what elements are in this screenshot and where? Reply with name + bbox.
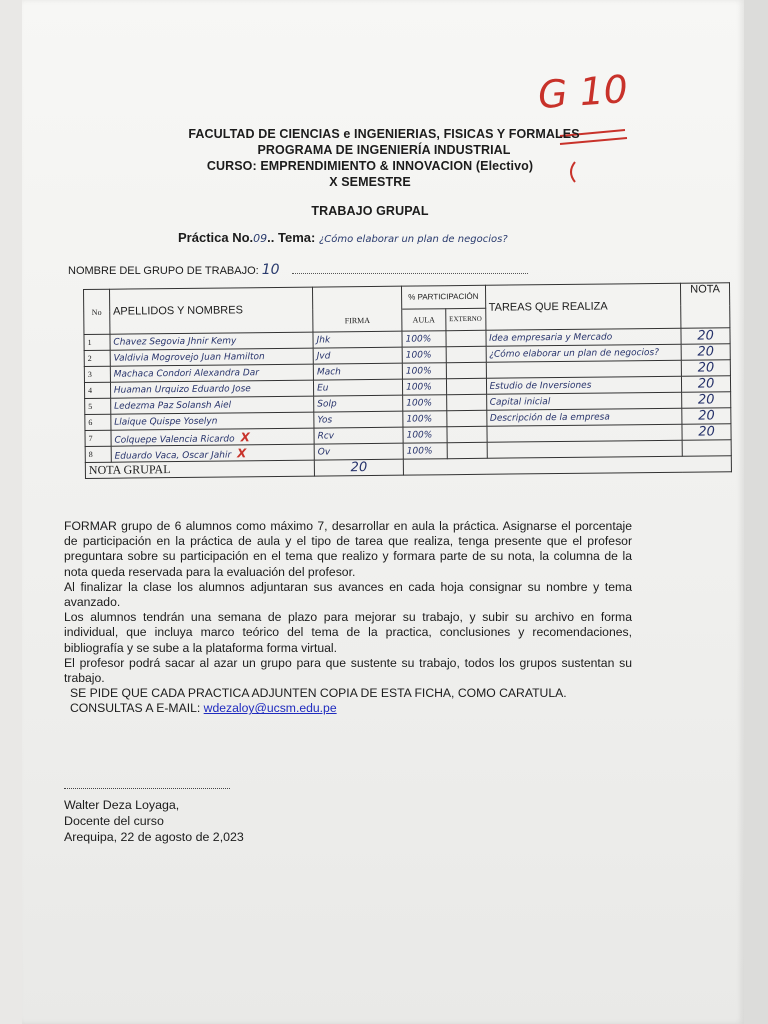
nota-grupal-label: NOTA GRUPAL	[85, 460, 314, 478]
row-firma: Rcv	[314, 427, 403, 444]
row-nota: 20	[682, 408, 731, 425]
row-name: Huaman Urquizo Eduardo Jose	[110, 380, 313, 398]
col-tareas: TAREAS QUE REALIZA	[485, 283, 681, 330]
grade-mark: G 10	[536, 66, 630, 118]
instruction-4: El profesor podrá sacar al azar un grupo para que sustente su trabajo, todos los grupos sustentan su trabajo.	[64, 655, 632, 686]
row-aula: 100%	[402, 363, 446, 379]
row-name: Llaique Quispe Yoselyn	[111, 412, 314, 430]
row-aula: 100%	[403, 395, 447, 411]
nota-grupal-blank	[403, 456, 731, 475]
signature-name: Walter Deza Loyaga,	[64, 798, 180, 812]
row-name: Valdivia Mogrovejo Juan Hamilton	[110, 348, 313, 366]
col-no: No	[84, 289, 110, 334]
tema-value: ¿Cómo elaborar un plan de negocios?	[318, 234, 508, 245]
consultas-label: CONSULTAS A E-MAIL:	[70, 701, 201, 716]
row-number: 2	[84, 350, 110, 366]
row-name-text: Eduardo Vaca, Oscar Jahir	[114, 449, 232, 462]
col-participacion: % PARTICIPACIÓN	[402, 285, 486, 308]
instruction-3: Los alumnos tendrán una semana de plazo para mejorar su trabajo, y subir su archivo en forma individual, que incluya marco teórico del tema de la practica, conclusiones y recomendaciones, bibliografía y se sube a la plataforma forma virtual.	[64, 610, 632, 655]
page-title: TRABAJO GRUPAL	[311, 204, 429, 218]
instruction-2: Al finalizar la clase los alumnos adjuntaran sus avances en cada hoja consignar su nombre y tema avanzado.	[64, 579, 632, 610]
col-nota: NOTA	[681, 283, 730, 329]
row-externo	[446, 346, 486, 362]
row-firma: Solp	[314, 395, 403, 412]
row-tarea: Idea empresaria y Mercado	[485, 328, 681, 346]
row-number: 1	[84, 334, 110, 350]
header-semester: X SEMESTRE	[329, 175, 411, 189]
practica-value: 09	[253, 232, 268, 245]
row-x-mark: X	[240, 429, 250, 444]
group-table	[83, 282, 732, 479]
row-number: 5	[85, 398, 111, 414]
signature-block	[64, 784, 244, 845]
row-firma: Yos	[314, 411, 403, 428]
instructions-block	[64, 519, 632, 717]
row-nota: 20	[682, 424, 731, 441]
row-x-mark: X	[237, 445, 247, 460]
row-externo	[447, 426, 487, 442]
col-firma: FIRMA	[313, 309, 402, 332]
row-nota: 20	[681, 360, 730, 377]
grupo-dotted-line	[292, 273, 528, 274]
signature-line	[64, 784, 230, 789]
row-name: Ledezma Paz Solansh Aiel	[110, 396, 313, 414]
row-aula: 100%	[402, 331, 446, 347]
row-name-text: Colquepe Valencia Ricardo	[114, 433, 235, 446]
practica-line: Práctica No.09.. Tema: ¿Cómo elaborar un plan de negocios?	[178, 230, 508, 245]
row-aula: 100%	[403, 411, 447, 427]
col-nombres: APELLIDOS Y NOMBRES	[109, 287, 313, 334]
row-nota	[682, 440, 731, 457]
header-course: CURSO: EMPRENDIMIENTO & INNOVACION (Electivo)	[206, 159, 534, 173]
row-number: 4	[84, 382, 110, 398]
col-aula: AULA	[402, 308, 446, 331]
consultas-line	[64, 701, 632, 716]
row-externo	[446, 378, 486, 394]
grupo-value: 10	[261, 262, 280, 278]
row-externo	[446, 330, 486, 346]
header-faculty: FACULTAD DE CIENCIAS e INGENIERIAS, FISICAS Y FORMALES	[188, 127, 580, 141]
row-number: 6	[85, 414, 111, 430]
row-tarea: Estudio de Inversiones	[486, 376, 682, 394]
practica-label: Práctica No.	[178, 230, 254, 245]
grupo-label: NOMBRE DEL GRUPO DE TRABAJO:	[68, 265, 259, 277]
row-number: 7	[85, 430, 111, 446]
row-aula: 100%	[403, 427, 447, 443]
row-aula: 100%	[402, 347, 446, 363]
row-aula: 100%	[402, 379, 446, 395]
instruction-5: SE PIDE QUE CADA PRACTICA ADJUNTEN COPIA DE ESTA FICHA, COMO CARATULA.	[70, 686, 567, 701]
row-externo	[447, 410, 487, 426]
email-link[interactable]: wdezaloy@ucsm.edu.pe	[203, 701, 337, 716]
row-firma: Jhk	[313, 331, 402, 348]
instruction-1: FORMAR grupo de 6 alumnos como máximo 7, desarrollar en aula la práctica. Asignarse el porcentaje de participación en la práctica de aula y el tipo de tarea que realiza, tenga presente que el profesor preguntara sobre su participación en el tema que realizo y formara parte de su nota, la columna de la nota queda reservada para la evaluación del profesor.	[64, 519, 632, 579]
row-firma: Ov	[314, 443, 403, 460]
nota-grupal-value: 20	[314, 459, 403, 476]
row-tarea: Descripción de la empresa	[486, 408, 682, 426]
col-externo: EXTERNO	[446, 308, 486, 331]
row-firma: Mach	[313, 363, 402, 380]
row-firma: Jvd	[313, 347, 402, 364]
row-aula: 100%	[403, 443, 447, 459]
signature-place-date: Arequipa, 22 de agosto de 2,023	[64, 830, 244, 844]
header-program: PROGRAMA DE INGENIERÍA INDUSTRIAL	[257, 143, 511, 157]
row-nota: 20	[681, 328, 730, 345]
row-nota: 20	[682, 392, 731, 409]
row-nota: 20	[682, 376, 731, 393]
row-nota: 20	[681, 344, 730, 361]
row-firma: Eu	[313, 379, 402, 396]
row-externo	[446, 362, 486, 378]
row-name: Machaca Condori Alexandra Dar	[110, 364, 313, 382]
signature-role: Docente del curso	[64, 814, 164, 828]
row-externo	[447, 442, 487, 458]
row-tarea: ¿Cómo elaborar un plan de negocios?	[486, 344, 682, 362]
tema-label: Tema:	[278, 230, 316, 245]
col-firma-top	[313, 286, 402, 309]
row-number: 8	[85, 446, 111, 462]
row-number: 3	[84, 366, 110, 382]
grupo-line	[68, 262, 280, 278]
row-tarea: Capital inicial	[486, 392, 682, 410]
row-externo	[446, 394, 486, 410]
row-name: Chavez Segovia Jhnir Kemy	[110, 332, 313, 350]
